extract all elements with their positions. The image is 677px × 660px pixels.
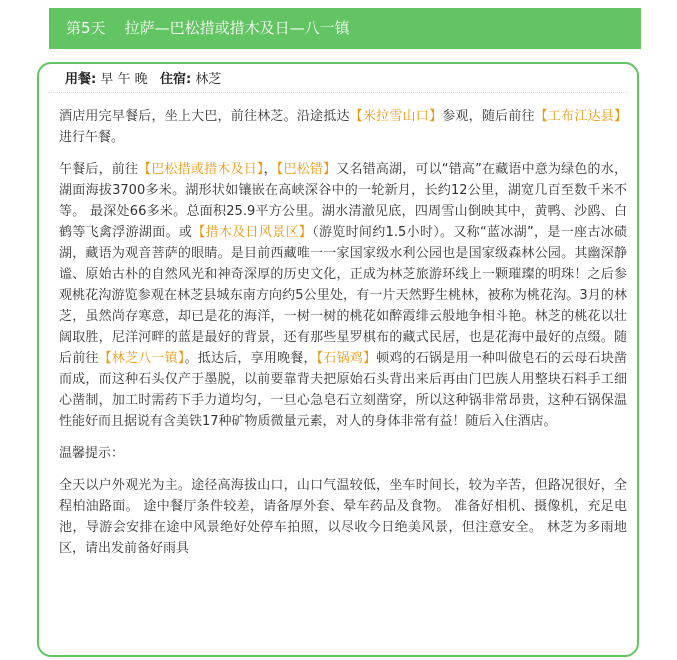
tips-title: 温馨提示： — [59, 446, 125, 461]
hotel-label: 住宿: — [160, 72, 192, 87]
paragraph-text: 酒店用完早餐后，坐上大巴，前往林芝。沿途抵达 — [59, 109, 350, 124]
highlight-place: 【工布江达县】 — [534, 109, 627, 124]
highlight-place: 【石锅鸡】 — [316, 351, 377, 366]
paragraph-text: 进行午餐。 — [59, 130, 125, 145]
paragraph-afternoon — [59, 159, 627, 432]
highlight-place: 【巴松措或措木及日】 — [138, 162, 264, 177]
hotel-value: 林芝 — [195, 72, 222, 87]
paragraph-text: 参观，随后前往 — [442, 109, 535, 124]
highlight-place: 【巴松错】 — [276, 162, 337, 177]
paragraph-text: 顿鸡的石锅是用一种叫做皂石的云母石块凿而成，而这种石头仅产于墨脱，以前要靠背夫把原始石头背出来后再由门巴族人用整块石料手工细心凿制，加工时需药下手力道均匀，一旦心急皂石立刻凿穿，所以这种锅非常昂贵，这种石锅保温性能好而且据说有含美铁17种矿物质微量元素，对人的身体非常有益！随后入住酒店。 — [59, 351, 627, 429]
highlight-place: 【林芝八一镇】 — [98, 351, 185, 366]
highlight-place: 【米拉雪山口】 — [349, 109, 443, 124]
itinerary-card — [37, 62, 639, 657]
meal-value: 早 午 晚 — [100, 72, 148, 87]
day-route: 拉萨—巴松措或措木及日—八一镇 — [124, 19, 350, 37]
day-number: 第5天 — [66, 19, 106, 37]
paragraph-text: 。抵达后，享用晚餐， — [184, 351, 317, 366]
divider — [48, 92, 628, 93]
paragraph-text: （游览时间约1.5小时）。又称“蓝冰湖”，是一座古冰碛湖，藏语为观音菩萨的眼睛。是目前西藏唯一一家国家级水利公园也是国家级森林公园。其幽深静谧、原始古朴的自然风光和神奇深厚的历史文化，正成为林芝旅游环线上一颗璀璨的明珠！之后参观桃花沟游览参观在林芝县城东南方向约5公里处，有一片天然野生桃林，被称为桃花沟。3月的林芝，虽然尚存寒意，却已是花的海洋，一树一树的桃花如醉霞绯云般地争相斗艳。林芝的桃花以壮阔取胜，尼洋河畔的蓝是最好的背景，还有那些星罗棋布的藏式民居，也是花海中最好的点缀。随后前往 — [59, 225, 627, 366]
paragraph-text: ， — [263, 162, 277, 177]
highlight-place: 【措木及日风景区】 — [192, 225, 313, 240]
itinerary-content — [59, 106, 627, 570]
meal-label: 用餐: — [65, 72, 97, 87]
meals-row — [65, 71, 221, 89]
day-header — [49, 8, 641, 49]
tips-body: 全天以户外观光为主。途径高海拔山口，山口气温较低，坐车时间长，较为辛苦，但路况很好，全程柏油路面。 途中餐厅条件较差，请备厚外套、晕车药品及食物。 准备好相机、摄像机，充足电池，导游会安排在途中风景绝好处停车拍照，以尽收今日绝美风景，但注意安全。 林芝为多雨地区，请出发前备好雨具 — [59, 478, 627, 556]
paragraph-morning — [59, 106, 627, 148]
paragraph-text: 午餐后，前往 — [59, 162, 139, 177]
paragraph-text: 又名错高湖，可以“错高”在藏语中意为绿色的水，湖面海拔3700多米。湖形状如镶嵌在高峡深谷中的一轮新月，长约12公里，湖宽几百至数千米不等。 最深处66多米。总面积25.9平方公里。湖水清澈见底，四周雪山倒映其中，黄鸭、沙鸥、白鹤等飞禽浮游湖面。或 — [59, 162, 627, 240]
